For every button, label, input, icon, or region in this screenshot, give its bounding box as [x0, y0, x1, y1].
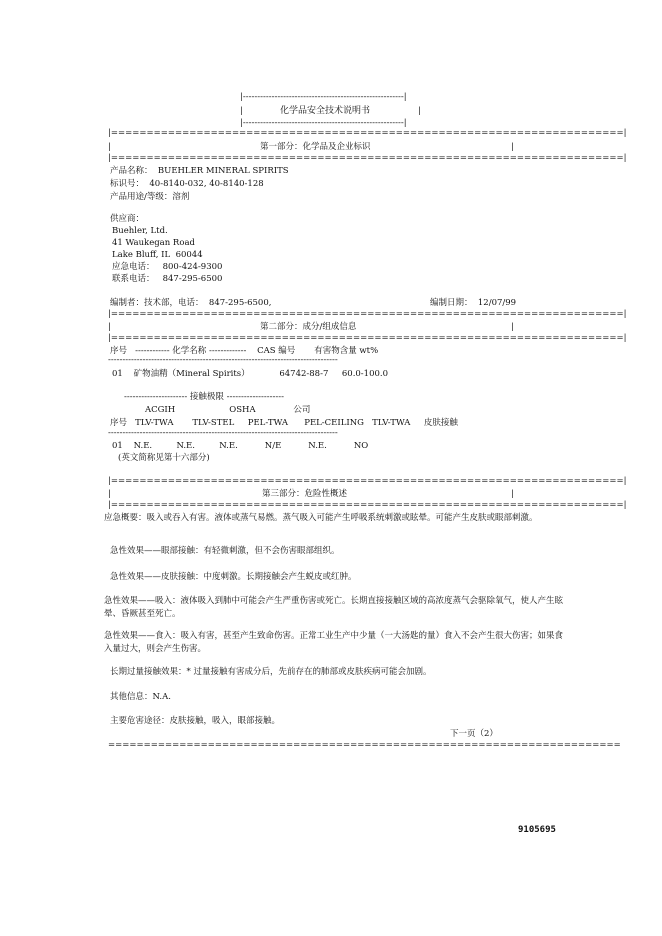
exposure-routes: 主要危害途径：皮肤接触，吸入，眼部接触。: [110, 716, 281, 726]
composition-row: 01 矿物油精（Mineral Spirits） 64742-88-7 60.0-100.0: [112, 369, 389, 379]
composition-header: 序号 ------------ 化学名称 ------------- CAS 编号 有害物含量 wt%: [110, 346, 379, 356]
section-bar-left: |: [108, 322, 111, 332]
acute-skin-effects: 急性效果——皮肤接触：中度刺激。长期接触会产生蜕皮或红肿。: [110, 572, 357, 582]
preparer: 编制者：技术部，电话： 847-295-6500,: [110, 298, 272, 308]
next-page-indicator: 下一页（2）: [450, 729, 498, 739]
section-rule: |========================================================================|: [108, 309, 627, 319]
section-bar-left: |: [108, 142, 111, 152]
acute-ingestion-effects: 急性效果——食入：吸入有害，甚至产生致命伤害。正常工业生产中少量（一大汤匙的量）食入不会产生很大伤害；如果食入量过大，则会产生伤害。: [104, 631, 564, 654]
title-box-top: |--------------------------------------------------------|: [240, 92, 407, 102]
bottom-rule: ========================================================================: [108, 740, 621, 750]
section-rule: |========================================================================|: [108, 476, 627, 486]
product-name: 产品名称： BUEHLER MINERAL SPIRITS: [110, 166, 289, 176]
organization-header: ACGIH OSHA 公司: [145, 405, 311, 415]
supplier-address-2: Lake Bluff, IL 60044: [112, 250, 203, 260]
title-box-right: |: [418, 106, 421, 116]
emergency-phone: 应急电话： 800-424-9300: [112, 262, 223, 272]
title-box-bottom: |--------------------------------------------------------|: [240, 118, 407, 128]
section-bar-left: |: [108, 489, 111, 499]
section-bar-right: |: [511, 489, 514, 499]
document-title: 化学品安全技术说明书: [280, 106, 371, 116]
document-number: 9105695: [518, 825, 556, 835]
supplier-label: 供应商：: [110, 214, 145, 224]
other-info: 其他信息：N.A.: [110, 692, 171, 702]
acute-eye-effects: 急性效果——眼部接触：有轻微刺激，但不会伤害眼部组织。: [110, 546, 340, 556]
abbreviation-note: (英文简称见第十六部分): [118, 453, 210, 463]
section2-title: 第二部分：成分/组成信息: [260, 322, 357, 332]
limits-row: 01 N.E. N.E. N.E. N/E N.E. NO: [112, 441, 369, 451]
product-usage: 产品用途/等级：溶剂: [110, 192, 190, 202]
dash-rule: --------------------------------------------------------------------------------: [108, 428, 338, 438]
section-bar-right: |: [511, 322, 514, 332]
supplier-name: Buehler, Ltd.: [112, 226, 168, 236]
hazard-overview: 应急概要：吸入或吞入有害。液体或蒸气易燃。蒸气吸入可能产生呼吸系统刺激或眩晕。可能产生皮肤或眼部刺激。: [104, 513, 538, 523]
section-rule: |========================================================================|: [108, 500, 627, 510]
section-rule: |========================================================================|: [108, 153, 627, 163]
section1-title: 第一部分：化学品及企业标识: [260, 142, 371, 152]
exposure-limits-header: ---------------------- 接触极限 --------------------: [124, 392, 285, 402]
limits-column-header: 序号 TLV-TWA TLV-STEL PEL-TWA PEL-CEILING TLV-TWA 皮肤接触: [110, 418, 458, 428]
chronic-effects: 长期过量接触效果：* 过量接触有害成分后，先前存在的肺部或皮肤疾病可能会加剧。: [110, 667, 432, 677]
section-bar-right: |: [511, 142, 514, 152]
supplier-address-1: 41 Waukegan Road: [112, 238, 195, 248]
section3-title: 第三部分：危险性概述: [262, 489, 348, 499]
title-box-left: |: [240, 106, 243, 116]
dash-rule: --------------------------------------------------------------------------------: [108, 355, 338, 365]
preparation-date: 编制日期： 12/07/99: [430, 298, 517, 308]
section-rule: |========================================================================|: [108, 128, 627, 138]
section-rule: |========================================================================|: [108, 333, 627, 343]
acute-inhalation-effects: 急性效果——吸入：液体吸入到肺中可能会产生严重伤害或死亡。长期直接接触区域的高浓度蒸气会驱除氧气，使人产生眩晕、昏厥甚至死亡。: [104, 596, 564, 619]
id-number: 标识号： 40-8140-032, 40-8140-128: [110, 179, 264, 189]
contact-phone: 联系电话： 847-295-6500: [112, 274, 223, 284]
